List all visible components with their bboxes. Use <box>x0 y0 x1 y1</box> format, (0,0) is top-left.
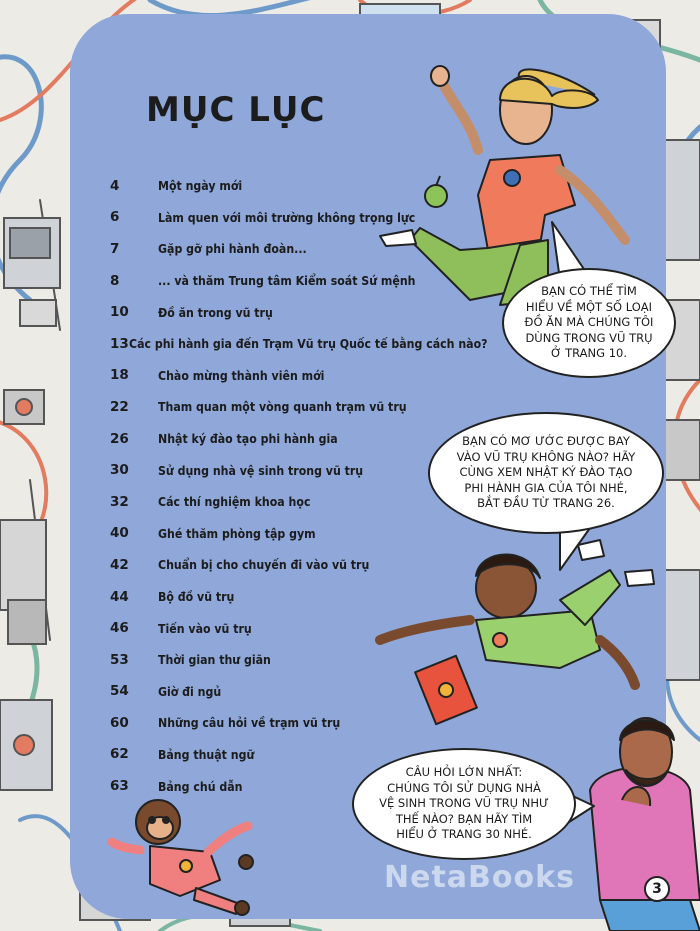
bubble-line: VÀO VŨ TRỤ KHÔNG NÀO? HÃY <box>456 449 636 464</box>
bubble-line: THẾ NÀO? BẠN HÃY TÌM <box>395 811 533 826</box>
toc-title: Các thí nghiệm khoa học <box>158 494 311 510</box>
speech-bubble-toilet <box>352 748 576 860</box>
toc-page-number: 18 <box>110 367 129 384</box>
bubble-line: BẮT ĐẦU TỪ TRANG 26. <box>477 496 615 511</box>
toc-title: Bộ đồ vũ trụ <box>158 589 235 605</box>
speech-bubble-food <box>502 268 676 378</box>
bubble-line: BẠN CÓ MƠ ƯỚC ĐƯỢC BAY <box>462 434 630 449</box>
bubble-line: DÙNG TRONG VŨ TRỤ <box>525 330 653 345</box>
toc-title: Các phi hành gia đến Trạm Vũ trụ Quốc tế bằng cách nào? <box>128 336 488 352</box>
toc-title: Thời gian thư giãn <box>158 652 271 668</box>
toc-page-number: 62 <box>110 746 129 763</box>
toc-title: Ghé thăm phòng tập gym <box>158 525 316 541</box>
toc-page-number: 32 <box>110 493 129 510</box>
toc-title: Tham quan một vòng quanh trạm vũ trụ <box>158 399 407 415</box>
toc-page-number: 13 <box>110 335 129 352</box>
toc-page-number: 42 <box>110 556 129 573</box>
bubble-line: CÂU HỎI LỚN NHẤT: <box>405 765 523 780</box>
toc-page-number: 4 <box>110 177 120 194</box>
toc-page-number: 53 <box>110 651 129 668</box>
toc-title: Sử dụng nhà vệ sinh trong vũ trụ <box>158 462 364 478</box>
toc-title: ... và thăm Trung tâm Kiểm soát Sứ mệnh <box>158 273 416 289</box>
page-title: MỤC LỤC <box>146 90 326 130</box>
toc-title: Nhật ký đào tạo phi hành gia <box>158 431 338 447</box>
bubble-line: PHI HÀNH GIA CỦA TÔI NHÉ, <box>464 480 628 495</box>
toc-page-number: 30 <box>110 462 129 479</box>
bubble-line: CÙNG XEM NHẬT KÝ ĐÀO TẠO <box>459 465 633 480</box>
toc-title: Đồ ăn trong vũ trụ <box>158 304 273 320</box>
toc-title: Chào mừng thành viên mới <box>158 367 325 383</box>
page-number: 3 <box>644 876 670 902</box>
toc-title: Làm quen với môi trường không trọng lực <box>158 209 416 225</box>
toc-title: Tiến vào vũ trụ <box>158 620 252 636</box>
toc-title: Những câu hỏi về trạm vũ trụ <box>158 715 341 731</box>
bubble-line: ĐỒ ĂN MÀ CHÚNG TÔI <box>524 315 654 330</box>
toc-page-number: 10 <box>110 304 129 321</box>
toc-page-number: 22 <box>110 398 129 415</box>
bubble-line: HIỂU VỀ MỘT SỐ LOẠI <box>525 299 653 314</box>
bubble-line: CHÚNG TÔI SỬ DỤNG NHÀ <box>387 780 541 795</box>
toc-page-number: 63 <box>110 778 129 795</box>
toc-page-number: 46 <box>110 620 129 637</box>
toc-title: Bảng thuật ngữ <box>158 746 255 762</box>
toc-page-number: 40 <box>110 525 129 542</box>
toc-page-number: 54 <box>110 683 129 700</box>
toc-page-number: 8 <box>110 272 120 289</box>
bubble-line: BẠN CÓ THỂ TÌM <box>541 284 637 299</box>
bubble-line: HIỂU Ở TRANG 30 NHÉ. <box>396 827 532 842</box>
watermark: NetaBooks <box>384 860 575 895</box>
bubble-line: Ở TRANG 10. <box>550 346 627 361</box>
toc-title: Chuẩn bị cho chuyến đi vào vũ trụ <box>158 557 370 573</box>
toc-page-number: 60 <box>110 714 129 731</box>
toc-title: Giờ đi ngủ <box>158 683 222 699</box>
bubble-line: VỆ SINH TRONG VŨ TRỤ NHƯ <box>379 796 549 811</box>
toc-page-number: 6 <box>110 209 120 226</box>
toc-page-number: 26 <box>110 430 129 447</box>
toc-title: Bảng chú dẫn <box>158 778 243 794</box>
toc-title: Gặp gỡ phi hành đoàn... <box>158 241 307 257</box>
toc-page-number: 7 <box>110 240 120 257</box>
speech-bubble-training <box>428 412 664 534</box>
toc-page-number: 44 <box>110 588 129 605</box>
toc-title: Một ngày mới <box>158 178 243 194</box>
